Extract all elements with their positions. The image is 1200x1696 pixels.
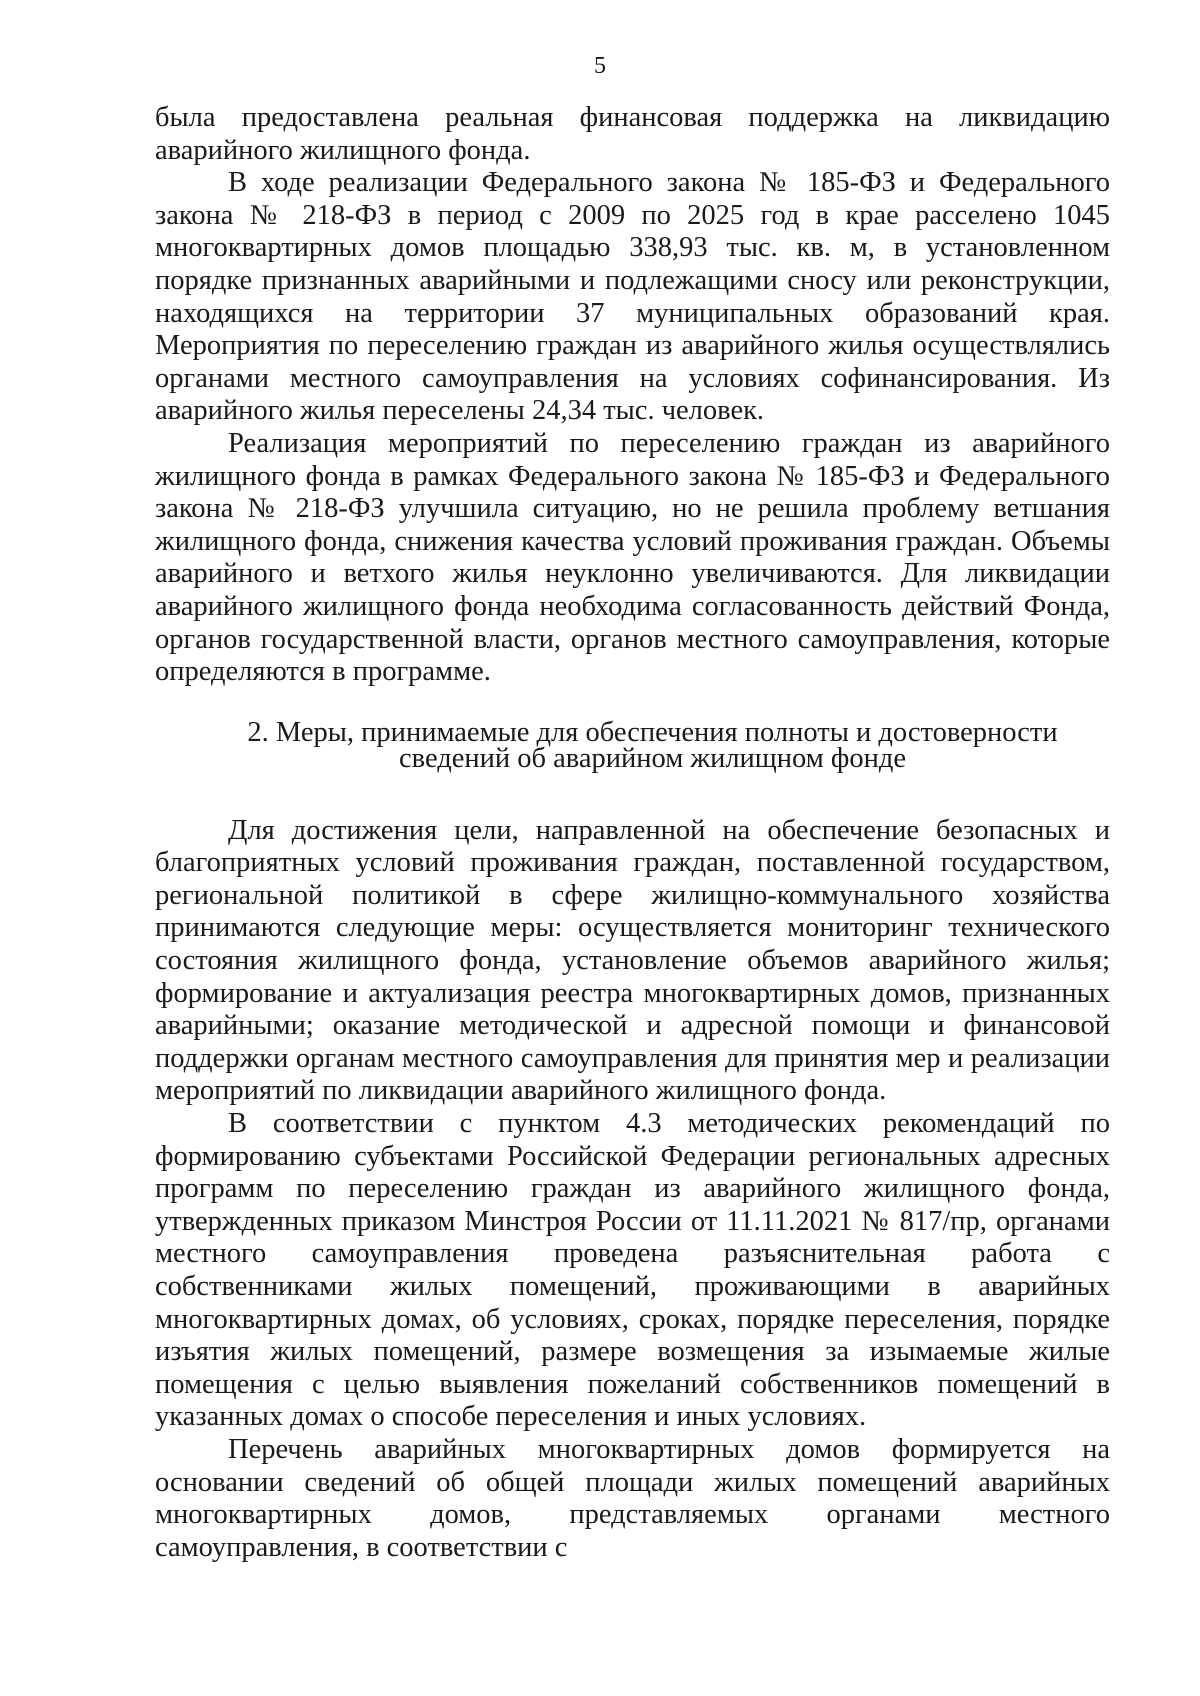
section-heading-line-1: 2. Меры, принимаемые для обеспечения полноты и достоверности [247, 716, 1058, 748]
document-body [155, 102, 1110, 1564]
page-number: 5 [594, 53, 606, 79]
section-heading-line-2: сведений об аварийном жилищном фонде [399, 742, 906, 774]
paragraph-5: В соответствии с пунктом 4.3 методических рекомендаций по формированию субъектами Российской Федерации региональных адресных программ по переселению граждан из аварийного жилищного фонда, утвержденных приказом Минстроя России от 11.11.2021 № 817/пр, органами местного самоуправления проведена разъяснительная работа с собственниками жилых помещений, проживающими в аварийных многоквартирных домах, об условиях, сроках, порядке переселения, порядке изъятия жилых помещений, размере возмещения за изымаемые жилые помещения с целью выявления пожеланий собственников помещений в указанных домах о способе переселения и иных условиях. [155, 1108, 1110, 1433]
paragraph-4: Для достижения цели, направленной на обеспечение безопасных и благоприятных условий проживания граждан, поставленной государством, региональной политикой в сфере жилищно-коммунального хозяйства принимаются следующие меры: осуществляется мониторинг технического состояния жилищного фонда, установление объемов аварийного жилья; формирование и актуализация реестра многоквартирных домов, признанных аварийными; оказание методической и адресной помощи и финансовой поддержки органам местного самоуправления для принятия мер и реализации мероприятий по ликвидации аварийного жилищного фонда. [155, 814, 1110, 1107]
paragraph-2: В ходе реализации Федерального закона № 185-ФЗ и Федерального закона № 218-ФЗ в период с 2009 по 2025 год в крае расселено 1045 многоквартирных домов площадью 338,93 тыс. кв. м, в установленном порядке признанных аварийными и подлежащими сносу или реконструкции, находящихся на территории 37 муниципальных образований края. Мероприятия по переселению граждан из аварийного жилья осуществлялись органами местного самоуправления на условиях софинансирования. Из аварийного жилья переселены 24,34 тыс. человек. [155, 167, 1110, 427]
section-heading [155, 716, 1110, 774]
paragraph-1: была предоставлена реальная финансовая поддержка на ликвидацию аварийного жилищного фонда. [155, 102, 1110, 166]
paragraph-3: Реализация мероприятий по переселению граждан из аварийного жилищного фонда в рамках Федерального закона № 185-ФЗ и Федерального закона № 218-ФЗ улучшила ситуацию, но не решила проблему ветшания жилищного фонда, снижения качества условий проживания граждан. Объемы аварийного и ветхого жилья неуклонно увеличиваются. Для ликвидации аварийного жилищного фонда необходима согласованность действий Фонда, органов государственной власти, органов местного самоуправления, которые определяются в программе. [155, 427, 1110, 688]
paragraph-6: Перечень аварийных многоквартирных домов формируется на основании сведений об общей площади жилых помещений аварийных многоквартирных домов, представляемых органами местного самоуправления, в соответствии с [155, 1433, 1110, 1563]
